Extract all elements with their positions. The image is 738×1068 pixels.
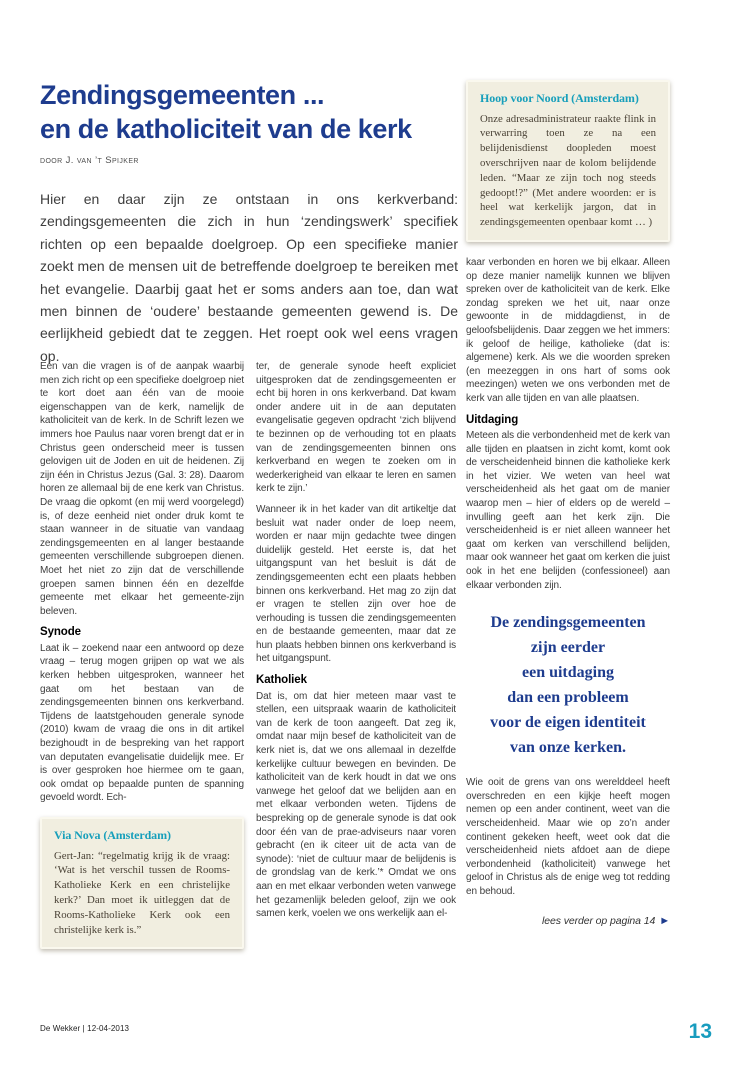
- column-left: [40, 360, 244, 949]
- arrow-right-icon: ►: [659, 914, 670, 927]
- via-nova-quote-box: [40, 817, 244, 949]
- section-heading-synode: Synode: [40, 626, 81, 639]
- column-right: [466, 80, 670, 928]
- pull-quote: [466, 610, 670, 760]
- hoop-voor-noord-box-title: Hoop voor Noord (Amsterdam): [480, 91, 639, 105]
- hoop-voor-noord-box-body: Onze adresadministrateur raakte flink in verwarring toen ze na een belijdenisdienst doopleden moest overschrijven naar de kolom belijdende leden. “Maar ze zijn toch nog steeds gedoopt!?” (Met andere woorden: er is heel wat kerkelijk jargon, dat in zendingsgemeenten openbaar komt … ): [480, 112, 656, 229]
- article-intro: Hier en daar zijn ze ontstaan in ons kerkverband: zendingsgemeenten die zich in hun ‘zendingswerk’ specifiek richten op een bepaalde doelgroep. Op een specifieke manier zoekt men de mensen uit de betreffende doelgroep te bereiken met het evangelie. Daarbij gaat het er soms anders aan toe, dan wat men binnen de ‘oudere’ bestaande gemeenten gewend is. De eerlijkheid gebiedt dat te zeggen. Het roept ook wel eens vragen op.: [40, 191, 458, 364]
- body-paragraph: Wanneer ik in het kader van dit artikeltje dat besluit wat nader onder de loep neem, worden er naar mijn gedachte twee dingen duidelijk gesteld. Het eerste is, dat het uitgangspunt van het besluit is dát de zendingsgemeenten echt een plaats hebben binnen ons kerkverband. Het mag zo zijn dat er vragen te stellen zijn over hoe de verhouding is tussen die zendingsgemeenten en de bestaande gemeenten, maar dat ze hun plaats hebben binnen ons kerkverband is het uitgangspunt.: [256, 503, 456, 665]
- pull-quote-line: dan een probleem: [507, 689, 629, 707]
- body-paragraph: ter, de generale synode heeft expliciet uitgesproken dat de zendingsgemeenten er echt bij horen in ons kerkverband. Dat kwam onder andere uit in de aan deputaten evangelisatie gegeven opdracht ‘zich blijvend te bezinnen op de verhouding tot en plaats van de zendingsgemeenten binnen ons kerkverband en wegen te zoeken om in wederkerigheid van elkaar te leren en samen kerk te zijn.’: [256, 361, 456, 495]
- footer-publication: De Wekker | 12-04-2013: [40, 1024, 130, 1033]
- body-paragraph: Wie ooit de grens van ons werelddeel heeft overschreden en een kijkje heeft mogen nemen op een ander continent, weet van die verscheidenheid. Maar wie op zo’n ander continent gekeken heeft, weet ook dat die verscheidenheid niets afdoet aan de diepe verbondenheid (katholiciteit) vanwege het geloof in Christus als de enige weg tot redding en behoud.: [466, 777, 670, 897]
- pull-quote-line: een uitdaging: [521, 664, 614, 682]
- section-heading-katholiek: Katholiek: [256, 674, 307, 687]
- via-nova-box-title: Via Nova (Amsterdam): [54, 828, 171, 842]
- article-title-line1: Zendingsgemeenten ...: [40, 80, 325, 110]
- body-paragraph: Eén van die vragen is of de aanpak waarbij men zich richt op een specifieke doelgroep niet te kort doet aan één van de mooie eigenschappen van de kerk, namelijk de katholiciteit van de kerk. In de Schrift lezen we immers hoe Paulus naar voren brengt dat er in Christus geen onderscheid meer is tussen gelovigen uit de Joden en uit de heidenen. Zij zijn één in Christus Jezus (Gal. 3: 28). Daarom horen ze allemaal bij de ene kerk van Christus. De vraag die opkomt (en mij werd voorgelegd) is, of deze eenheid niet onder druk komt te staan wanneer in de situatie van vandaag zendingsgemeenten en al langer bestaande gemeenten verschillende subgroepen dienen. Moet het niet zo zijn dat de verschillende groepen samen binnen één en dezelfde gemeente met elkaar het gemeente-zijn beleven.: [40, 361, 244, 617]
- via-nova-box-body: Gert-Jan: “regelmatig krijg ik de vraag: ‘Wat is het verschil tussen de Rooms-Katholieke Kerk en een christelijke kerk?’ Dan moet ik uitleggen dat de Rooms-Katholieke Kerk ook een christelijke kerk is.”: [54, 849, 230, 936]
- continue-note-text: lees verder op pagina 14: [542, 914, 656, 927]
- pull-quote-line: De zendingsgemeenten: [490, 614, 646, 632]
- continue-note: [466, 915, 670, 929]
- article-title-line2: en de katholiciteit van de kerk: [40, 114, 412, 144]
- hoop-voor-noord-quote-box: [466, 80, 670, 242]
- article-title: [40, 78, 480, 146]
- pull-quote-line: voor de eigen identiteit: [490, 714, 646, 732]
- body-paragraph: Laat ik – zoekend naar een antwoord op deze vraag – terug mogen grijpen op wat we als kerken hebben uitgesproken, wanneer het gaat om het bestaan van de zendingsgemeenten binnen ons kerkverband. Tijdens de laatstgehouden generale synode (2010) kwam de vraag die ons in dit artikel bezighoudt in de bespreking van het rapport van deputaten evangelisatie duidelijk mee. Er is over gesproken hoe hiermee om te gaan, ook omdat op bepaalde punten de spanning gevoeld wordt. Ech-: [40, 642, 244, 804]
- body-paragraph: Dat is, om dat hier meteen maar vast te stellen, een uitspraak waarin de katholiciteit van de kerk de toon aangeeft. Dat zeg ik, omdat naar mijn besef de katholiciteit van de kerk niet is, dat we ons allemaal in dezelfde kerkelijke cultuur bewegen en bevinden. De katholiciteit van de kerk houdt in dat we ons vanwege het geloof dat we belijden aan en met elkaar verbonden weten. Tijdens de bespreking op de generale synode is dat ook door één van de prae-adviseurs naar voren gebracht (en ik citeer uit de acta van de synode): ‘niet de cultuur maar de belijdenis is de grondslag van de kerk.’* Omdat we ons aan en met elkaar verbonden weten vanwege het gezamenlijk beleden geloof, zijn we ook samen kerk, voelen we ons werkelijk aan el-: [256, 690, 456, 920]
- column-middle: [256, 360, 456, 928]
- body-paragraph: Meteen als die verbondenheid met de kerk van alle tijden en plaatsen in zicht komt, komt ook de verscheidenheid binnen die katholieke kerk in het vizier. We weten van heel wat verscheidenheid als het gaat om de manier waarop men – hier of elders op de wereld – invulling geeft aan het kerk zijn. Die verscheidenheid is er niet alleen wanneer het gaat om kerken van verschillend belijden, maar ook wanneer het gaat om kerken die juist ook in het ene belijden (confessioneel) aan elkaar verbonden zijn.: [466, 430, 670, 591]
- body-paragraph: kaar verbonden en horen we bij elkaar. Alleen op deze manier namelijk kunnen we blijven spreken over de katholiciteit van de kerk. Elke zondag spreken we het uit, naar onze gewoonte in de middagdienst, in de geloofsbelijdenis. Daar zeggen we het immers: ik geloof de heilige, katholieke (dat is: algemene) kerk. Als we die woorden spreken (en meezeggen in ons hart of soms ook meezingen) weten we ons verbonden met de kerk van alle tijden en van alle plaatsen.: [466, 256, 670, 404]
- pull-quote-line: van onze kerken.: [510, 739, 626, 757]
- pull-quote-line: zijn eerder: [530, 639, 606, 657]
- section-heading-uitdaging: Uitdaging: [466, 413, 519, 426]
- page-number: 13: [688, 1020, 712, 1043]
- article-header: [40, 78, 480, 166]
- article-byline: door J. van ’t Spijker: [40, 155, 139, 166]
